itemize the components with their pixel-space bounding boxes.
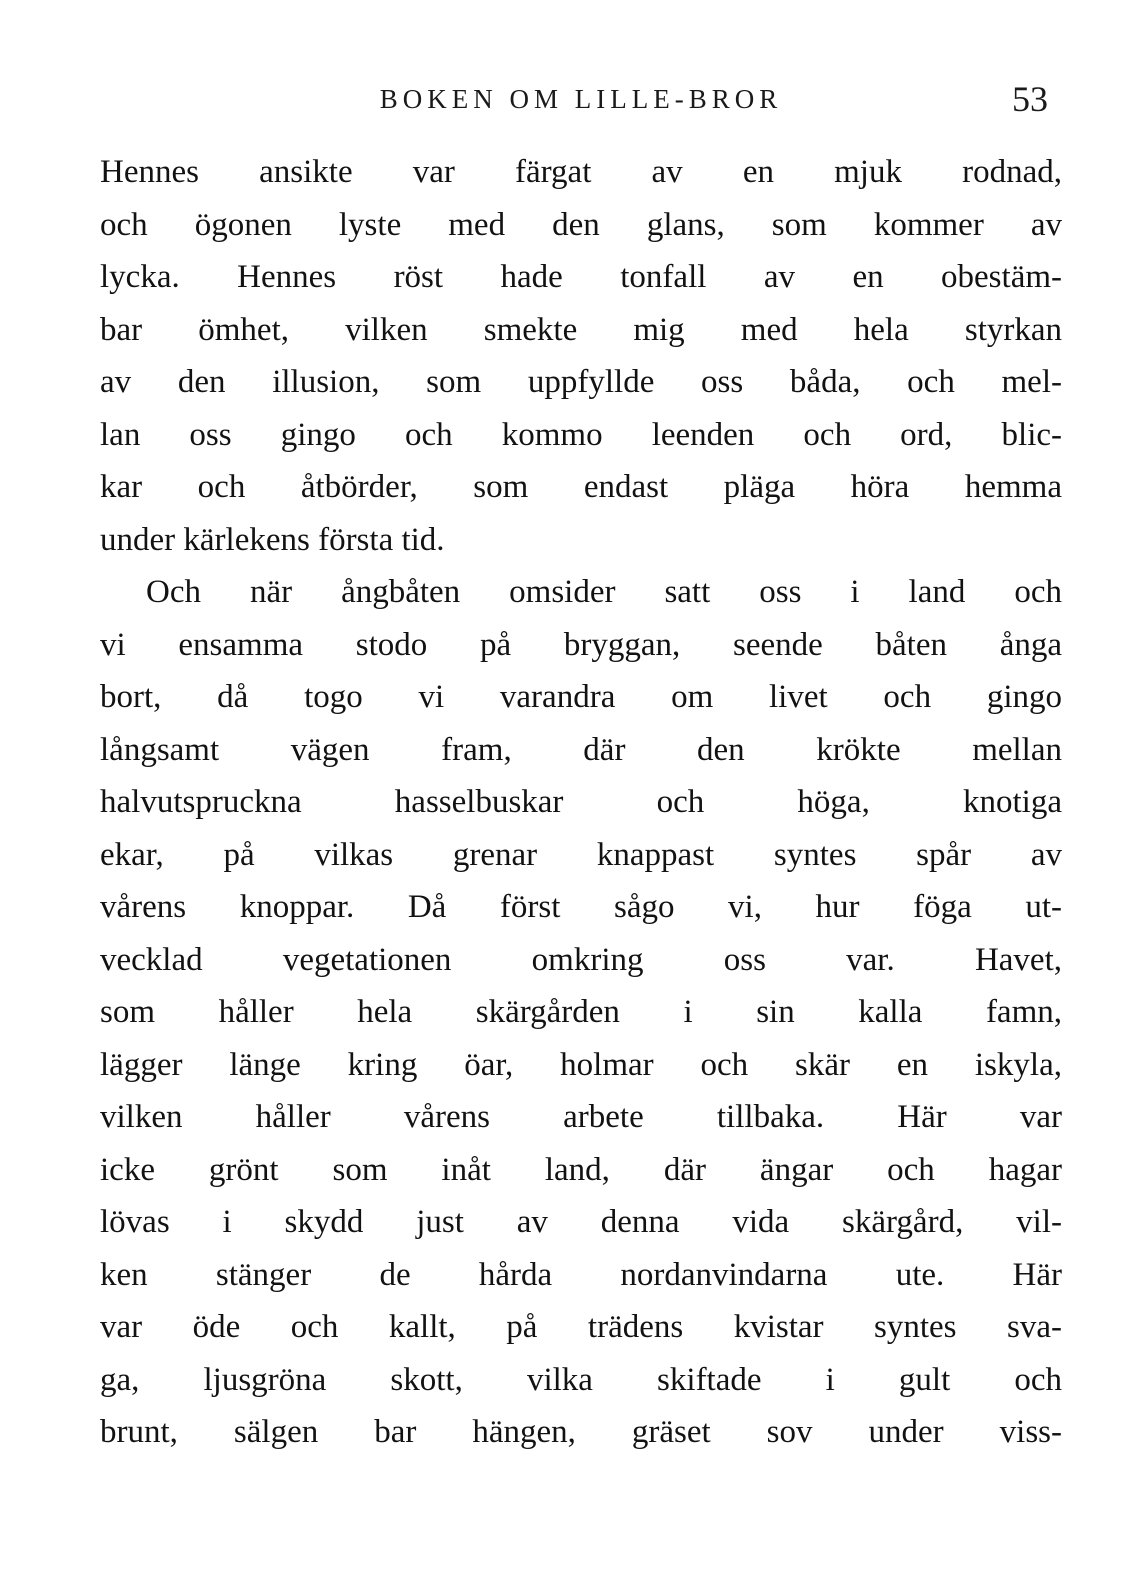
text-line: under kärlekens första tid.: [100, 521, 445, 558]
text-line: var öde och kallt, på trädens kvistar syntes sva-: [100, 1309, 1062, 1345]
text-line: vecklad vegetationen omkring oss var. Havet,: [100, 941, 1062, 978]
text-line: Hennes ansikte var färgat av en mjuk rodnad,: [100, 154, 1062, 190]
text-line: icke grönt som inåt land, där ängar och hagar: [100, 1151, 1062, 1188]
text-line: ken stänger de hårda nordanvindarna ute. Här: [100, 1256, 1062, 1293]
text-line: lycka. Hennes röst hade tonfall av en obestäm-: [100, 259, 1062, 295]
text-line: Och när ångbåten omsider satt oss i land och: [146, 574, 1062, 610]
text-line: lan oss gingo och kommo leenden och ord, blic-: [100, 416, 1062, 453]
text-line: lövas i skydd just av denna vida skärgård, vil-: [100, 1204, 1062, 1240]
text-line: halvutspruckna hasselbuskar och höga, knotiga: [100, 784, 1062, 820]
text-line: brunt, sälgen bar hängen, gräset sov under viss-: [100, 1414, 1062, 1450]
text-line: och ögonen lyste med den glans, som kommer av: [100, 206, 1062, 243]
text-line: ga, ljusgröna skott, vilka skiftade i gult och: [100, 1361, 1062, 1398]
text-line: lägger länge kring öar, holmar och skär en iskyla,: [100, 1046, 1062, 1083]
running-title: BOKEN OM LILLE-BROR: [379, 84, 783, 114]
text-line: vilken håller vårens arbete tillbaka. Här var: [100, 1099, 1062, 1135]
page-number: 53: [1012, 79, 1048, 119]
text-line: långsamt vägen fram, där den krökte mellan: [100, 731, 1062, 768]
text-line: av den illusion, som uppfyllde oss båda, och mel-: [100, 364, 1062, 400]
text-line: vi ensamma stodo på bryggan, seende båten ånga: [100, 626, 1062, 663]
text-line: bort, då togo vi varandra om livet och gingo: [100, 679, 1062, 715]
text-line: vårens knoppar. Då först sågo vi, hur föga ut-: [100, 889, 1062, 925]
text-line: ekar, på vilkas grenar knappast syntes spår av: [100, 836, 1062, 873]
text-line: som håller hela skärgården i sin kalla famn,: [100, 994, 1062, 1030]
text-line: bar ömhet, vilken smekte mig med hela styrkan: [100, 311, 1062, 348]
body-text: [100, 146, 1062, 1459]
page-header: [100, 78, 1062, 122]
text-line: kar och åtbörder, som endast pläga höra hemma: [100, 469, 1062, 505]
